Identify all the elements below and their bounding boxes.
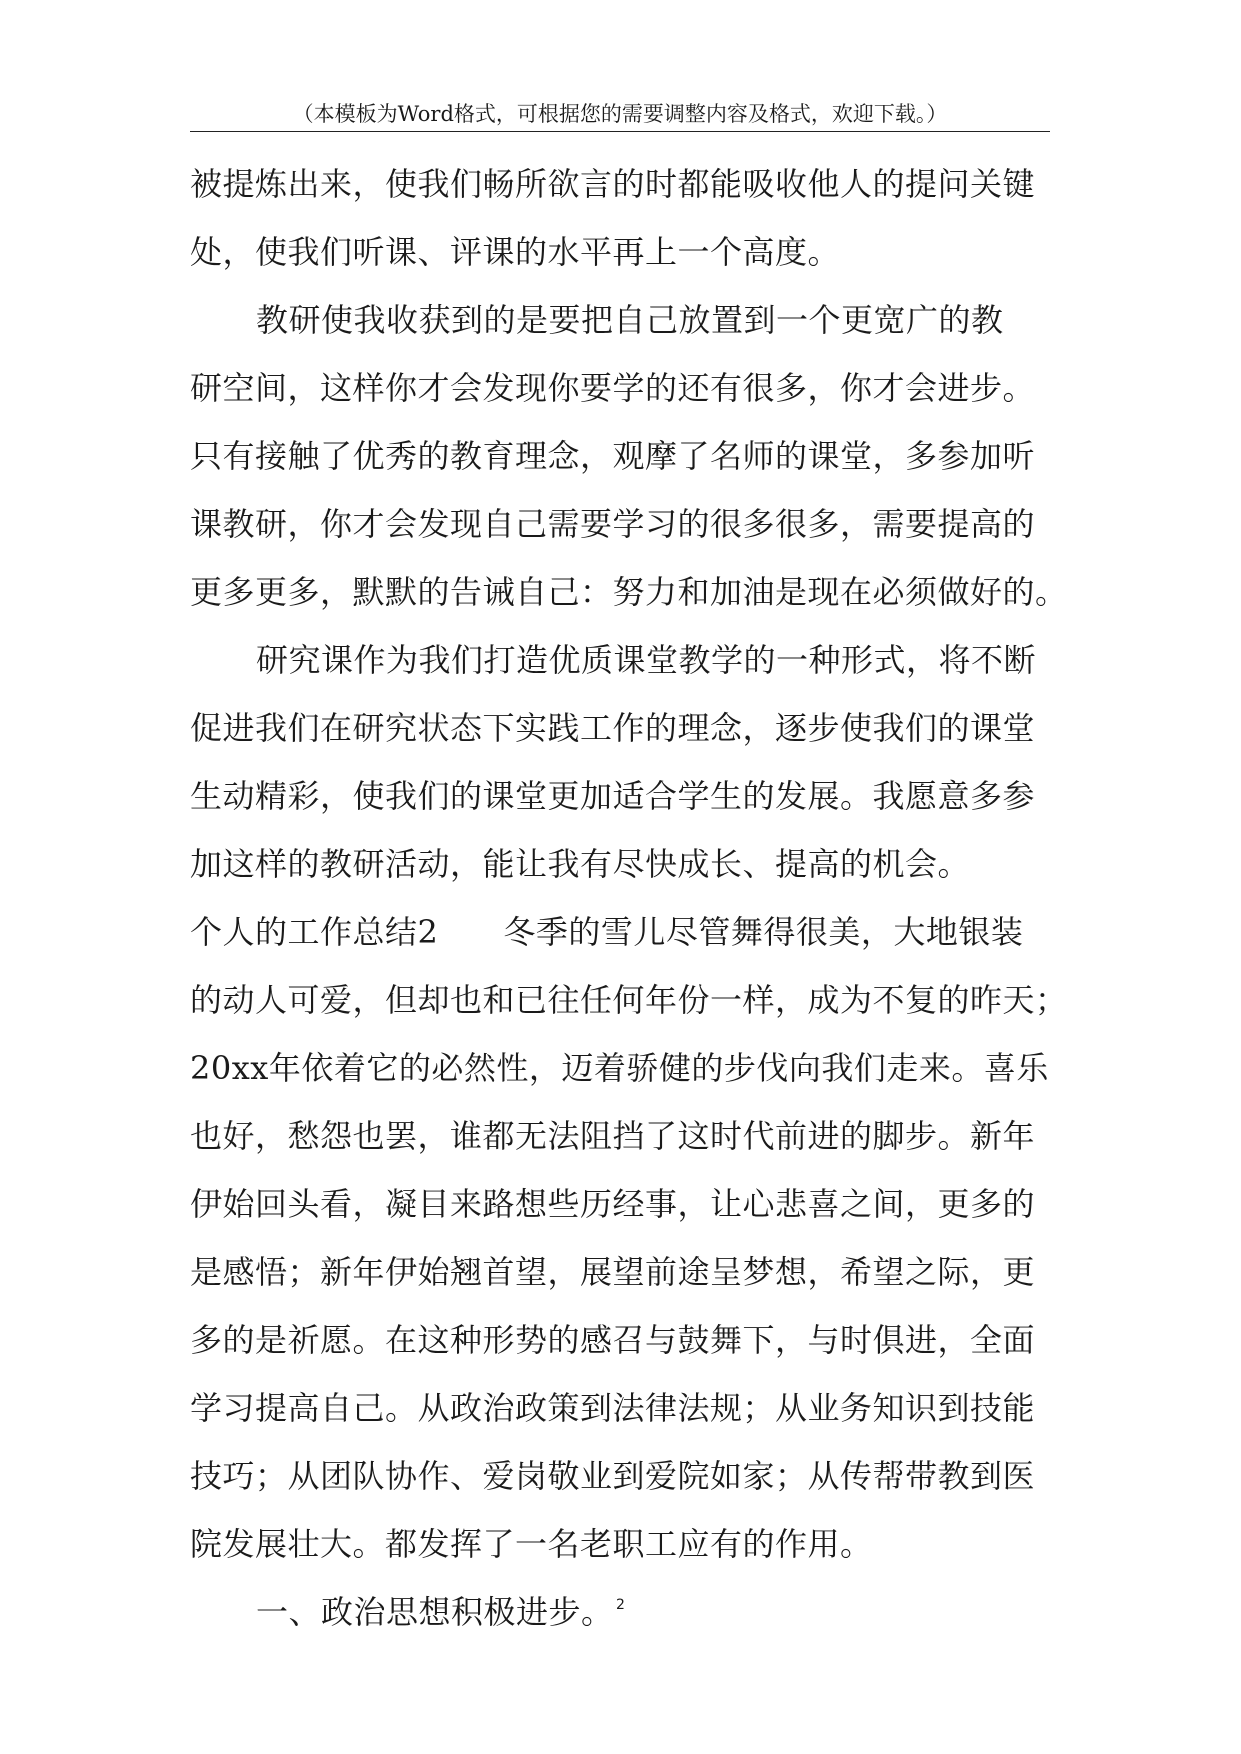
body-line: 20xx年依着它的必然性，迈着骄健的步伐向我们走来。喜乐 (190, 1049, 1049, 1087)
body-line: 只有接触了优秀的教育理念，观摩了名师的课堂，多参加听 (190, 437, 1036, 475)
body-line: 加这样的教研活动，能让我有尽快成长、提高的机会。 (190, 845, 971, 883)
paragraph-first-line: 教研使我收获到的是要把自己放置到一个更宽广的教 (256, 301, 1004, 339)
body-line: 学习提高自己。从政治政策到法律法规；从业务知识到技能 (190, 1389, 1036, 1427)
body-line: 技巧；从团队协作、爱岗敬业到爱院如家；从传帮带教到医 (190, 1457, 1036, 1495)
section-heading-line: 个人的工作总结2 冬季的雪儿尽管舞得很美，大地银装 (190, 913, 1024, 951)
subsection-heading: 一、政治思想积极进步。 (256, 1593, 614, 1631)
body-line: 研空间，这样你才会发现你要学的还有很多，你才会进步。 (190, 369, 1036, 407)
paragraph-first-line: 研究课作为我们打造优质课堂教学的一种形式，将不断 (256, 641, 1037, 679)
template-note-header: （本模板为Word格式，可根据您的需要调整内容及格式，欢迎下载。） (292, 102, 948, 126)
body-line: 处，使我们听课、评课的水平再上一个高度。 (190, 233, 841, 271)
body-line: 也好，愁怨也罢，谁都无法阻挡了这时代前进的脚步。新年 (190, 1117, 1036, 1155)
body-line: 伊始回头看，凝目来路想些历经事，让心悲喜之间，更多的 (190, 1185, 1036, 1223)
body-line: 被提炼出来，使我们畅所欲言的时都能吸收他人的提问关键 (190, 165, 1036, 203)
document-body (190, 162, 1070, 1658)
body-line: 生动精彩，使我们的课堂更加适合学生的发展。我愿意多参 (190, 777, 1036, 815)
body-line: 院发展壮大。都发挥了一名老职工应有的作用。 (190, 1525, 873, 1563)
body-line: 促进我们在研究状态下实践工作的理念，逐步使我们的课堂 (190, 709, 1036, 747)
page-number: 2 (616, 1597, 625, 1613)
body-line: 更多更多，默默的告诫自己：努力和加油是现在必须做好的。 (190, 573, 1068, 611)
body-line: 课教研，你才会发现自己需要学习的很多很多，需要提高的 (190, 505, 1036, 543)
body-line: 多的是祈愿。在这种形势的感召与鼓舞下，与时俱进，全面 (190, 1321, 1036, 1359)
body-line: 是感悟；新年伊始翘首望，展望前途呈梦想，希望之际，更 (190, 1253, 1036, 1291)
body-line: 的动人可爱，但却也和已往任何年份一样，成为不复的昨天； (190, 981, 1068, 1019)
header-divider (190, 131, 1050, 132)
